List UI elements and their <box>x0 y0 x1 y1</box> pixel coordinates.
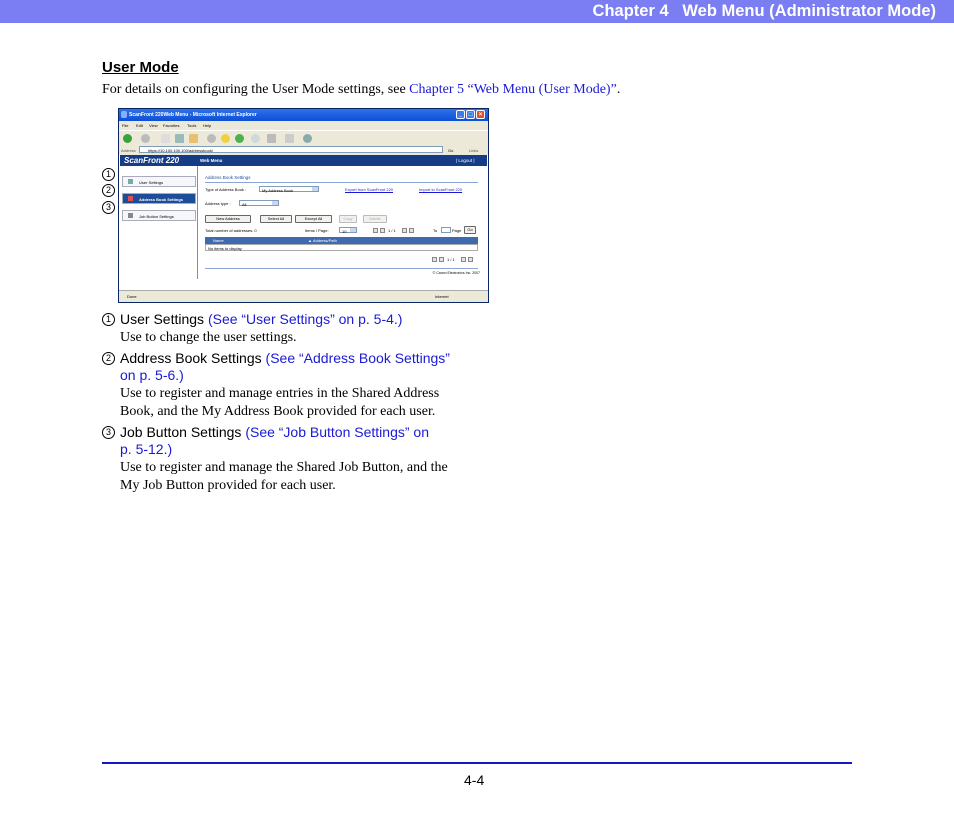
media-icon <box>235 134 244 143</box>
page-label: Page <box>452 228 462 233</box>
item-3-link-line1[interactable]: (See “Job Button Settings” on <box>245 424 429 440</box>
item-3-number: 3 <box>102 426 115 439</box>
chapter-title: Chapter 4 Web Menu (Administrator Mode) <box>592 2 936 20</box>
items-per-page-select <box>339 227 357 233</box>
web-menu-label: Web Menu <box>200 158 223 163</box>
menu-edit: Edit <box>136 123 143 128</box>
print-icon <box>267 134 276 143</box>
sidebar-item-job-button <box>122 210 196 221</box>
address-url: https://10.100.100.100/addressbook/ <box>148 147 213 153</box>
favorites-icon <box>221 134 230 143</box>
except-all-button: Except All <box>295 215 332 223</box>
home-icon <box>189 134 198 143</box>
item-2-desc: Use to register and manage entries in the Shared Address Book, and the My Address Book provided for each user. <box>120 386 440 419</box>
address-type-value: All <box>242 201 247 207</box>
sidebar-item-label: Address Book Settings <box>139 197 184 202</box>
select-all-button: Select All <box>260 215 292 223</box>
first-page-icon <box>373 228 378 233</box>
minimize-icon: _ <box>456 110 465 119</box>
browser-screenshot <box>118 108 489 303</box>
section-title: User Mode <box>102 59 179 76</box>
chapter-header-bar <box>0 0 954 23</box>
menu-bar <box>119 121 488 130</box>
forward-icon <box>141 134 150 143</box>
intro-text: For details on configuring the User Mode settings, see <box>102 82 410 97</box>
item-1-title: User Settings <box>120 311 205 327</box>
close-icon: × <box>476 110 485 119</box>
logout-link: | Logout | <box>456 158 475 163</box>
item-1-heading <box>120 311 402 328</box>
item-3-title: Job Button Settings <box>120 424 242 440</box>
copyright-text: © Canon Electronics Inc. 2007 <box>432 271 480 275</box>
user-icon <box>128 179 133 184</box>
footer-rule <box>102 762 852 764</box>
back-icon <box>123 134 132 143</box>
sidebar-item-label: Job Button Settings <box>139 214 174 219</box>
page-number-input <box>441 227 451 233</box>
menu-help: Help <box>203 123 212 128</box>
callout-3: 3 <box>102 201 115 214</box>
page-go-button: Go <box>464 226 476 234</box>
maximize-icon: □ <box>466 110 475 119</box>
last-page-icon <box>409 228 414 233</box>
items-per-page-label: Items / Page: <box>305 228 329 233</box>
last-page-icon <box>468 257 473 262</box>
address-type-select <box>239 200 279 206</box>
new-address-button: New Address <box>205 215 251 223</box>
status-bar <box>119 290 488 303</box>
page-title: Address Book Settings <box>205 175 251 180</box>
brand-logo: ScanFront 220 <box>124 156 180 165</box>
item-2-title: Address Book Settings <box>120 350 262 366</box>
intro-end: . <box>616 82 621 97</box>
next-page-icon <box>461 257 466 262</box>
first-page-icon <box>432 257 437 262</box>
address-label: Address <box>121 148 136 153</box>
col-address: ▲ Address/Path <box>308 238 337 243</box>
item-2-link-line1[interactable]: (See “Address Book Settings” <box>265 350 450 366</box>
callout-2: 2 <box>102 184 115 197</box>
import-link: Import to ScanFront 220 <box>419 187 463 192</box>
total-count: Total number of addresses: 0 <box>205 228 257 233</box>
browser-toolbar <box>119 130 488 146</box>
export-link: Export from ScanFront 220 <box>345 187 394 192</box>
item-3-heading <box>120 424 429 458</box>
sidebar-item-user-settings <box>122 176 196 187</box>
select-arrow-icon <box>272 201 278 205</box>
item-1-desc: Use to change the user settings. <box>120 330 297 345</box>
delete-button: Delete <box>363 215 387 223</box>
refresh-icon <box>175 134 184 143</box>
address-book-icon <box>128 196 133 201</box>
item-1-link[interactable]: (See “User Settings” on p. 5-4.) <box>207 311 403 327</box>
item-2-heading <box>120 350 450 384</box>
table-row <box>205 244 478 251</box>
menu-view: View <box>149 123 158 128</box>
copy-button: Copy <box>339 215 357 223</box>
search-icon <box>207 134 216 143</box>
item-2-number: 2 <box>102 352 115 365</box>
no-items-text: No items to display <box>208 246 242 251</box>
stop-icon <box>161 134 170 143</box>
status-zone: Internet <box>435 294 449 299</box>
select-arrow-icon <box>350 228 356 232</box>
select-arrow-icon <box>312 187 318 191</box>
table-header <box>205 237 478 244</box>
page-indicator: 1 / 1 <box>388 228 396 233</box>
menu-favorites: Favorites <box>163 123 180 128</box>
intro-link[interactable]: Chapter 5 “Web Menu (User Mode)” <box>409 82 617 97</box>
content-pane <box>205 171 480 279</box>
sidebar-item-label: User Settings <box>139 180 164 185</box>
type-select <box>259 186 319 192</box>
status-left: Done <box>127 294 137 299</box>
history-icon <box>251 134 260 143</box>
prev-page-icon <box>380 228 385 233</box>
menu-file: File <box>122 123 129 128</box>
address-type-label: Address type : <box>205 201 231 206</box>
item-2-link-line2[interactable]: on p. 5-6.) <box>120 367 184 383</box>
item-3-link-line2[interactable]: p. 5-12.) <box>120 441 173 457</box>
app-banner <box>120 155 487 166</box>
ie-icon <box>121 111 127 118</box>
next-page-icon <box>402 228 407 233</box>
page-indicator: 1 / 1 <box>447 257 455 262</box>
to-label: To <box>433 228 438 233</box>
items-per-page-value: 10 <box>342 228 347 234</box>
intro-paragraph <box>102 82 620 98</box>
page-number: 4-4 <box>464 772 485 788</box>
links-label: Links <box>469 148 479 153</box>
col-name: Name <box>213 238 224 243</box>
address-bar <box>119 145 488 155</box>
type-value: My Address Book <box>262 187 294 193</box>
go-button: Go <box>448 148 454 153</box>
type-label: Type of Address Book : <box>205 187 247 192</box>
messenger-icon <box>303 134 312 143</box>
title-divider <box>205 182 478 183</box>
window-title: ScanFront 220Web Menu - Microsoft Internet Explorer <box>129 112 257 118</box>
item-3-desc: Use to register and manage the Shared Job Button, and the My Job Button provided for each user. <box>120 460 448 493</box>
job-button-icon <box>128 213 133 218</box>
menu-tools: Tools <box>187 123 197 128</box>
prev-page-icon <box>439 257 444 262</box>
sidebar <box>120 166 198 279</box>
window-titlebar <box>119 109 488 121</box>
callout-1: 1 <box>102 168 115 181</box>
sidebar-item-address-book <box>122 193 196 204</box>
item-1-number: 1 <box>102 313 115 326</box>
footer-divider <box>205 268 478 269</box>
edit-icon <box>285 134 294 143</box>
